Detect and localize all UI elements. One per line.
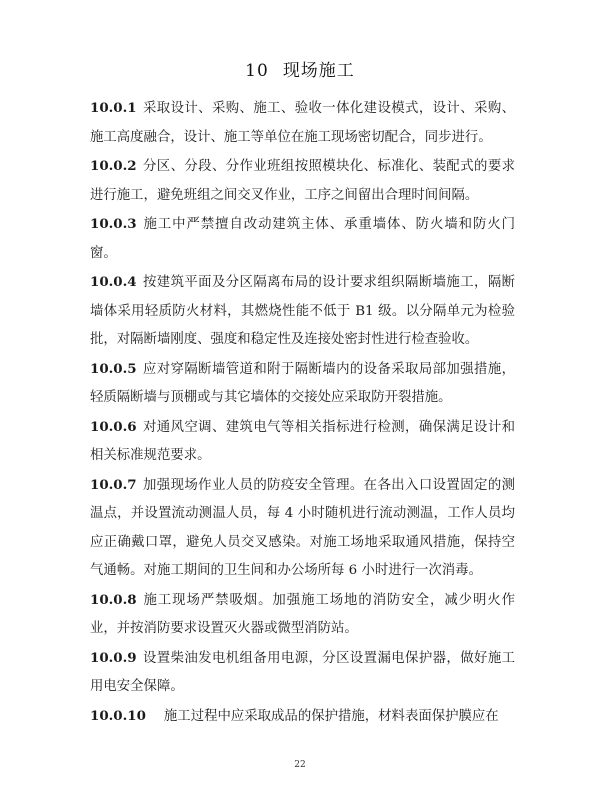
page-number: 22 — [294, 760, 306, 770]
clause-number: 10.0.5 — [90, 360, 137, 377]
clause-text: 施工过程中应采取成品的保护措施，材料表面保护膜应在 — [163, 708, 499, 724]
clause-text: 对通风空调、建筑电气等相关指标进行检测，确保满足设计和相关标准规范要求。 — [90, 419, 515, 463]
clause-text: 设置柴油发电机组备用电源，分区设置漏电保护器，做好施工用电安全保障。 — [90, 650, 515, 694]
clause-text: 应对穿隔断墙管道和附于隔断墙内的设备采取局部加强措施，轻质隔断墙与顶棚或与其它墙体的交接处应采取防开裂措施。 — [90, 361, 515, 405]
clause-number: 10.0.7 — [90, 476, 137, 493]
clause-text: 采取设计、采购、施工、验收一体化建设模式，设计、采购、施工高度融合，设计、施工等单位在施工现场密切配合，同步进行。 — [90, 101, 515, 145]
clause-text: 施工中严禁擅自改动建筑主体、承重墙体、防火墙和防火门窗。 — [90, 217, 515, 261]
clause-10-0-5 — [90, 355, 515, 413]
clause-number: 10.0.1 — [90, 100, 137, 116]
clause-10-0-9 — [90, 644, 515, 702]
clause-text: 加强现场作业人员的防疫安全管理。在各出入口设置固定的测温点，并设置流动测温人员，每 4 小时随机进行流动测温，工作人员均应正确戴口罩，避免人员交叉感染。对施工场地采取通风措施，保持空气通畅。对施工期间的卫生间和办公场所每 6 小时进行一次消毒。 — [90, 477, 515, 578]
clause-text: 施工现场严禁吸烟。加强施工场地的消防安全，减少明火作业，并按消防要求设置灭火器或微型消防站。 — [90, 592, 515, 636]
clause-number: 10.0.4 — [90, 274, 137, 290]
clause-text: 按建筑平面及分区隔离布局的设计要求组织隔断墙施工，隔断墙体采用轻质防火材料，其燃烧性能不低于 B1 级。以分隔单元为检验批，对隔断墙刚度、强度和稳定性及连接处密封性进行检查验收。 — [90, 275, 515, 347]
clause-10-0-1 — [90, 94, 515, 152]
clause-10-0-3 — [90, 210, 515, 268]
clause-10-0-8 — [90, 586, 515, 644]
clause-text: 分区、分段、分作业班组按照模块化、标准化、装配式的要求进行施工，避免班组之间交叉作业，工序之间留出合理时间间隔。 — [90, 159, 515, 203]
chapter-title-text: 现场施工 — [282, 61, 355, 81]
clause-number: 10.0.2 — [90, 158, 137, 174]
clause-10-0-7 — [90, 471, 515, 586]
clause-10-0-6 — [90, 413, 515, 471]
clause-10-0-10 — [90, 702, 515, 732]
clause-number: 10.0.6 — [90, 418, 137, 435]
chapter-number: 10 — [245, 61, 269, 81]
clause-number: 10.0.3 — [90, 216, 137, 232]
clause-list — [90, 94, 515, 731]
clause-10-0-4 — [90, 268, 515, 355]
clause-number: 10.0.8 — [90, 591, 137, 608]
clause-10-0-2 — [90, 152, 515, 210]
clause-number: 10.0.9 — [90, 649, 137, 666]
chapter-title — [0, 56, 600, 81]
clause-number: 10.0.10 — [90, 707, 146, 724]
